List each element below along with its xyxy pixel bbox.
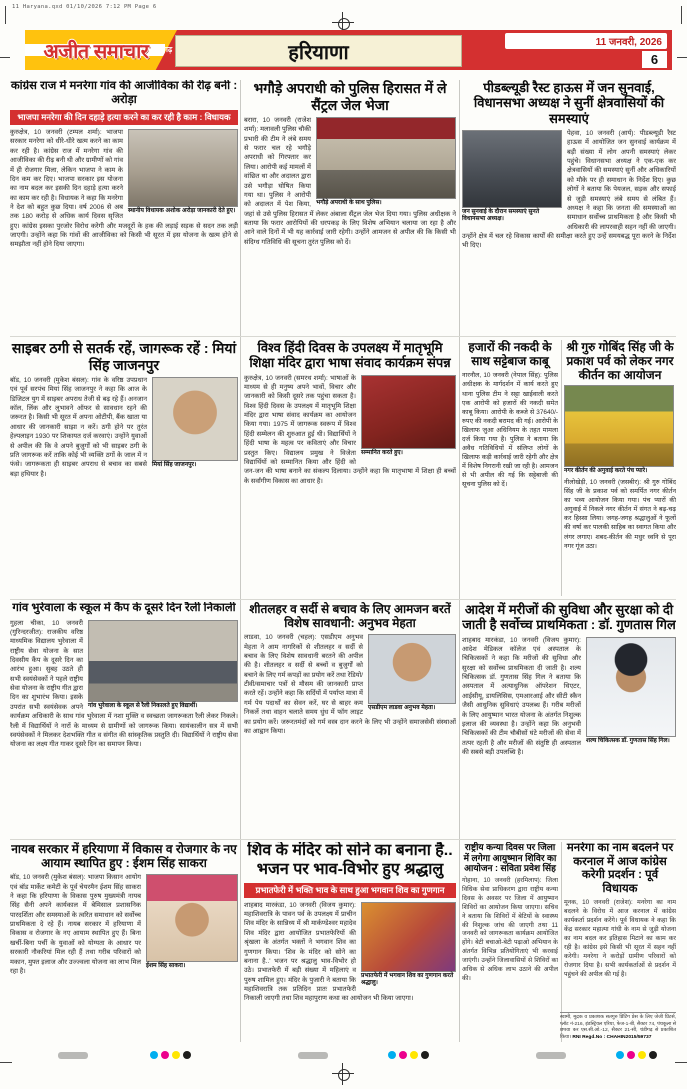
- article-nagar-kirtan: [564, 340, 676, 596]
- photo-police-with-accused: [316, 117, 456, 199]
- trim-mark: [0, 1062, 12, 1063]
- article-nagar-kirtan-body: नीलोखेड़ी, 10 जनवरी (जसबीर): श्री गुरु गोबिंद सिंह जी के प्रकाश पर्व को समर्पित नगर कीर्तन का भव्य आयोजन किया गया। पंच प्यारों की अगुवाई में निकले नगर कीर्तन में संगत ने बढ़-चढ़ कर हिस्सा लिया। जगह-जगह श्रद्धालुओं ने फूलों की वर्षा कर पालकी साहिब का स्वागत किया और लंगर लगाए। शबद-कीर्तन की मधुर ध्वनि से पूरा नगर गूंज उठा।: [564, 478, 676, 550]
- article-rally-photo-block: [88, 620, 238, 711]
- article-sheetlahar: [244, 602, 456, 836]
- photo-caption: शल्य चिकित्सक डॉ. गुणतास सिंह गिल।: [586, 737, 670, 744]
- article-mnrega: [10, 80, 238, 334]
- article-nayab-headline: नायब सरकार में हरियाणा में विकास व रोजगार के नए आयाम स्थापित हुए : ईशम सिंह साकरा: [11, 842, 237, 871]
- article-jail-headline: भगौड़े अपराधी को पुलिस हिरासत में ले सैंट्रल जेल भेजा: [253, 80, 447, 113]
- column-rule: [561, 340, 562, 596]
- photo-caption: प्रभातफेरी में भगवान शिव का गुणगान करते श्रद्धालु।: [361, 972, 454, 987]
- article-ayushman-body: गोहाना, 10 जनवरी (हरमिलाप): जिला विधिक सेवा प्राधिकरण द्वारा राष्ट्रीय कन्या दिवस के अवसर पर जिला में आयुष्मान शिविरों का आयोजन किया जाएगा। सचिव ने बताया कि शिविरों में बेटियों के स्वास्थ्य की निशुल्क जांच की जाएगी तथा 11 जनवरी को जागरूकता कार्यक्रम आयोजित होंगे। बेटी बचाओ-बेटी पढ़ाओ अभियान के अंतर्गत विभिन्न प्रतियोगिताएं भी करवाई जाएंगी। उन्होंने जिलावासियों से शिविरों का अधिक से अधिक लाभ उठाने की अपील की।: [462, 876, 558, 983]
- photo-caption: भगौड़े अपराधी के साथ पुलिस।: [316, 200, 382, 207]
- article-mnrega-headline: कांग्रेस राज में मनरेगा गांव की आजीविका की रीढ़ बनी : अरोड़ा: [10, 80, 238, 106]
- rni-number: RNI Regd.No : CHAHIN2015/59737: [572, 1034, 652, 1040]
- portrait-isham-singh-sakra: [146, 874, 238, 962]
- article-sheetlahar-headline: शीतलहर व सर्दी से बचाव के लिए आमजन बरतें विशेष सावधानी: अनुभव मेहता: [249, 602, 451, 631]
- photo-nagar-kirtan: [564, 385, 674, 467]
- portrait-dr-guntas-gill: [586, 637, 676, 737]
- photo-caption: स्थानीय विधायक अशोक अरोड़ा जानकारी देते हुए।: [128, 208, 236, 215]
- article-ayushman-headline: राष्ट्रीय कन्या दिवस पर जिला में लगेगा आयुष्मान शिविर का आयोजन : सविता प्रवेश सिंह: [463, 842, 557, 874]
- registration-crosshair-icon: [335, 15, 351, 31]
- article-nayab-body: बॉड, 10 जनवरी (मुकेश बंसल): भाजपा किसान आयोग एवं बॉड मार्केट कमेटी के पूर्व चेयरमैन ईशम सिंह साकरा ने कहा कि हरियाणा के विकास पुरुष मुख्यमंत्री नायब सिंह सैनी अपने कार्यकाल में बेमिसाल प्रशासनिक पारदर्शिता और समस्याओं के त्वरित समाधान को सर्वोच्च प्राथमिकता दे रहे हैं। नायब सरकार में हरियाणा में विकास व रोजगार के नए आयाम स्थापित हुए हैं। बिना खर्ची-बिना पर्ची के युवाओं को योग्यता के आधार पर सरकारी नौकरियां मिल रही हैं तथा गरीब परिवारों को मकान, मुफ्त इलाज और उज्ज्वला योजना का लाभ मिल रहा है।: [10, 874, 141, 975]
- article-pwd-body: पेहवा, 10 जनवरी (आर्य): पीडब्ल्यूडी रैस्ट हाऊस में आयोजित जन सुनवाई कार्यक्रम में बड़ी संख्या में लोग अपनी समस्याएं लेकर पहुंचे। विधानसभा अध्यक्ष ने एक-एक कर क्षेत्रवासियों की समस्याएं सुनीं और अधिकारियों को मौके पर ही समाधान के निर्देश दिए। कुछ लोगों ने बताया कि पेयजल, सड़क और सफाई से जुड़ी समस्याएं लंबे समय से लंबित हैं। अध्यक्ष ने कहा कि जनता की समस्याओं का समाधान सर्वोच्च प्राथमिकता है और किसी भी अधिकारी की लापरवाही सहन नहीं की जाएगी। उन्होंने क्षेत्र में चल रहे विकास कार्यों की समीक्षा करते हुए उन्हें समयबद्ध पूरा करने के निर्देश भी दिए।: [462, 129, 676, 250]
- gray-calibration-bar: [298, 1052, 328, 1059]
- article-hindi-diwas-headline: विश्व हिंदी दिवस के उपलक्ष्य में मातृभूमि शिक्षा मंदिर द्वारा भाषा संवाद कार्यक्रम संपन्न: [249, 340, 451, 371]
- cmyk-color-bar: [388, 1051, 429, 1059]
- article-hindi-diwas: [244, 340, 456, 596]
- article-manrega-protest-headline: मनरेगा का नाम बदलने पर करनाल में आज कांग्रेस करेगी प्रदर्शन : पूर्व विधायक: [566, 842, 674, 895]
- article-shiv-subhead: प्रभातफेरी में भक्ति भाव के साथ हुआ भगवान शिव का गुणगान: [244, 883, 456, 898]
- article-adesh-photo-block: [586, 637, 676, 746]
- portrait-miyan-singh: [152, 377, 238, 461]
- trim-mark: [677, 57, 687, 58]
- article-cyber: [10, 340, 238, 596]
- article-manrega-protest-body: मूनक, 10 जनवरी (राजेश): मनरेगा का नाम बदलने के विरोध में आज करनाल में कांग्रेस कार्यकर्ता प्रदर्शन करेंगे। पूर्व विधायक ने कहा कि केंद्र सरकार महात्मा गांधी के नाम से जुड़ी योजना का नाम बदल कर इतिहास मिटाने का काम कर रही है। कांग्रेस इसे किसी भी सूरत में सहन नहीं करेगी। मनरेगा ने करोड़ों ग्रामीण परिवारों को रोजगार दिया है। सभी कार्यकर्ताओं से प्रदर्शन में पहुंचने की अपील की गई है।: [564, 899, 676, 978]
- article-nayab: [10, 842, 238, 1042]
- article-manrega-protest: [564, 842, 676, 1008]
- photo-caption: गांव भुरेवाला के स्कूल से रैली निकालते हुए विद्यार्थी।: [88, 702, 198, 709]
- article-mnrega-subhead: भाजपा मनरेगा की दिन दहाड़े हत्या करने का कर रही है काम : विधायक: [10, 110, 238, 125]
- article-cyber-photo-block: [152, 377, 238, 470]
- article-ayushman: [462, 842, 558, 1042]
- print-slug: 11 Haryana.qxd 01/10/2026 7:12 PM Page 6: [12, 4, 157, 10]
- article-mnrega-body: कुरुक्षेत्र, 10 जनवरी (टम्पल शर्मा): भाजपा सरकार मनरेगा को धीरे-धीरे खत्म करने का काम कर रही है। कांग्रेस राज में मनरेगा गांव की आजीविका की रीढ़ बनी थी और ग्रामीणों को गांव में ही रोजगार मिला, लेकिन भाजपा ने काम के दिन कम कर दिए। भाजपा सरकार इस योजना का नाम बदल कर इसकी दिन दहाड़े हत्या करने का काम कर रही है। विधायक ने कहा कि मनरेगा ने देश को बहुत कुछ दिया। वर्ष 2006 से अब तक 180 करोड़ से अधिक कार्य दिवस सृजित हुए। कांग्रेस इसका पुरजोर विरोध करेगी और मजदूरों के हक की लड़ाई सड़क से सदन तक लड़ी जाएगी। उन्होंने कहा कि गांवों की आजीविका को किसी भी सूरत में इस योजना के खत्म होने से समझौता नहीं होने दिया जाएगा।: [10, 129, 238, 249]
- row-rule: [10, 839, 676, 840]
- article-cyber-headline: साइबर ठगी से सतर्क रहें, जागरूक रहें : मियां सिंह जाजनपुर: [11, 340, 237, 373]
- article-shiv: [244, 842, 456, 1042]
- article-pwd-photo-block: [462, 130, 562, 224]
- trim-mark: [681, 6, 682, 24]
- masthead: [25, 30, 672, 70]
- cmyk-color-bar: [616, 1051, 657, 1059]
- article-pwd: [462, 80, 676, 334]
- article-shiv-photo-block: [361, 902, 456, 988]
- row-rule: [10, 336, 676, 337]
- article-sattebaj-body: नारनौल, 10 जनवरी (नेपाल सिंह): पुलिस अधीक्षक के मार्गदर्शन में कार्य करते हुए थाना पुलिस टीम ने सट्टा खाईवाली करते एक आरोपी को हजारों की नकदी समेत काबू किया। आरोपी के कब्जे से 37640/- रुपए की नकदी बरामद की गई। आरोपी के खिलाफ जुआ अधिनियम के तहत मामला दर्ज किया गया है। पुलिस ने बताया कि अवैध गतिविधियों में संलिप्त लोगों के खिलाफ कड़ी कार्रवाई जारी रहेगी और क्षेत्र में विशेष निगरानी रखी जा रही है। आमजन से भी अपील की गई कि सट्टेबाजी की सूचना पुलिस को दें।: [462, 372, 558, 489]
- article-rally-body: गुहला चीका, 10 जनवरी (गुरिन्दरजीत): राजकीय वरिष्ठ माध्यमिक विद्यालय भुरेवाला में राष्ट्रीय सेवा योजना के सात दिवसीय कैंप के दूसरे दिन का आरंभ हुआ। सुबह उठते ही सभी स्वयंसेवकों ने पहले राष्ट्रीय सेवा योजना के राष्ट्रीय गीत द्वारा दिन का शुभारंभ किया। इसके उपरांत सभी स्वयंसेवक अपने कार्यक्रम अधिकारी के साथ गांव भुरेवाला में नशा मुक्ति व स्वच्छता जागरूकता रैली लेकर निकले। रैली में विद्यार्थियों ने नारों के माध्यम से ग्रामीणों को जागरूक किया। सायंकालीन सत्र में सभी स्वयंसेवकों ने मिलकर देशभक्ति गीत व संगीत की सांस्कृतिक प्रस्तुति दी। विद्यार्थियों ने राष्ट्रीय सेवा योजना का लक्ष्य गीत गाकर दूसरे दिन का समापन किया।: [10, 619, 238, 749]
- article-jail-photo-block: [316, 117, 456, 208]
- article-nagar-kirtan-headline: श्री गुरु गोबिंद सिंह जी के प्रकाश पर्व को लेकर नगर कीर्तन का आयोजन: [566, 340, 674, 383]
- article-nayab-photo-block: [146, 874, 238, 971]
- article-jail-body: बरारा, 10 जनवरी (राजेश शर्मा): मलावली पुलिस चौकी प्रभारी की टीम ने लंबे समय से फरार चल रहे भगौड़े अपराधी को गिरफ्तार कर लिया। आरोपी कई मामलों में वांछित था और अदालत द्वारा उसे भगौड़ा घोषित किया गया था। पुलिस ने आरोपी को अदालत में पेश किया, जहां से उसे पुलिस हिरासत में लेकर अंबाला सैंट्रल जेल भेज दिया गया। पुलिस अधीक्षक ने बताया कि फरार आरोपियों की धरपकड़ के लिए विशेष अभियान चलाया जा रहा है और आने वाले दिनों में भी यह कार्रवाई जारी रहेगी। उन्होंने आमजन से अपील की कि किसी भी संदिग्ध गतिविधि की सूचना तुरंत पुलिस को दें।: [244, 117, 456, 246]
- row-rule: [10, 599, 676, 600]
- article-hindi-diwas-body: कुरुक्षेत्र, 10 जनवरी (समरथ शर्मा): भाषाओं के माध्यम से ही मनुष्य अपने भावों, विचार और जानकारी को किसी दूसरे तक पहुंचा सकता है। विश्व हिंदी दिवस के उपलक्ष्य में मातृभूमि शिक्षा मंदिर द्वारा भाषा संवाद कार्यक्रम का आयोजन किया गया। 1975 में जागरूक स्वरूप में विश्व हिंदी सम्मेलन की शुरुआत हुई थी। विद्यार्थियों ने हिंदी भाषा के महत्व पर कविताएं और विचार प्रस्तुत किए। विद्यालय प्रमुख ने विजेता विद्यार्थियों को सम्मानित किया और हिंदी को जन-जन की भाषा बनाने का संकल्प दिलाया। उन्होंने कहा कि मातृभाषा में शिक्षा ही बच्चों के सर्वांगीण विकास का आधार है।: [244, 374, 456, 485]
- issue-date: 11 जनवरी, 2026: [505, 33, 667, 49]
- article-shiv-headline: शिव के मंदिर को सोने का बनाना है.. भजन पर भाव-विभोर हुए श्रद्धालु: [247, 842, 453, 878]
- trim-mark: [675, 1062, 687, 1063]
- imprint: [560, 1012, 676, 1049]
- article-cyber-body: बॉड, 10 जनवरी (मुकेश बंसल): गांव के वरिष्ठ उपप्रधान एवं पूर्व सरपंच मियां सिंह जाजनपुर ने कहा कि आज के डिजिटल युग में साइबर अपराध तेजी से बढ़ रहे हैं। अनजान कॉल, लिंक और लुभावने ऑफर से सावधान रहने की जरूरत है। किसी भी सूरत में अपना ओटीपी, बैंक खाता या आधार की जानकारी साझा न करें। ठगी होने पर तुरंत हेल्पलाइन 1930 पर शिकायत दर्ज करवाएं। उन्होंने युवाओं से अपील की कि वे अपने बुजुर्गों को भी साइबर ठगी के प्रति जागरूक करें ताकि कोई भी व्यक्ति ठगों के जाल में न फंसे। जागरूकता ही साइबर अपराध से बचाव का सबसे बड़ा हथियार है।: [10, 377, 147, 478]
- photo-caption: एसडीएम लाडवा अनुभव मेहता।: [368, 705, 436, 712]
- article-jail: [244, 80, 456, 334]
- trim-mark: [0, 57, 10, 58]
- photo-hindi-diwas-event: [361, 375, 456, 449]
- article-shiv-body: शाहबाद मारकंडा, 10 जनवरी (विजय कुमार): महाशिवरात्रि के पावन पर्व के उपलक्ष्य में प्राचीन शिव मंदिर के सान्निध्य में श्री मार्कण्डेश्वर महादेव शिव मंदिर द्वारा आयोजित प्रभातफेरियों की श्रृंखला के अंतर्गत भक्तों ने भगवान शिव का गुणगान किया। 'शिव के मंदिर को सोने का बनाना है..' भजन पर श्रद्धालु भाव-विभोर हो उठे। प्रभातफेरी में बड़ी संख्या में महिलाएं व पुरुष शामिल हुए। मंदिर के पुजारी ने बताया कि महाशिवरात्रि तक प्रतिदिन प्रातः प्रभातफेरी निकाली जाएगी तथा शिव महापुराण कथा का आयोजन भी किया जाएगा।: [244, 901, 414, 1003]
- article-sattebaj-headline: हजारों की नकदी के साथ सट्टेबाज काबू: [468, 340, 552, 369]
- article-adesh-headline: आदेश में मरीजों की सुविधा और सुरक्षा को दी जाती है सर्वोच्च प्राथमिकता : डॉ. गुणतास गिल: [462, 602, 676, 633]
- article-adesh-body: शाहबाद मारकंडा, 10 जनवरी (विजय कुमार): आदेश मेडिकल कॉलेज एवं अस्पताल के चिकित्सकों ने कहा कि मरीजों की सुविधा और सुरक्षा को सर्वोच्च प्राथमिकता दी जाती है। शल्य चिकित्सक डॉ. गुणतास सिंह गिल ने बताया कि अस्पताल में अत्याधुनिक ऑपरेशन थिएटर, आईसीयू, डायलिसिस, एमआरआई और सीटी स्कैन जैसी आधुनिक सुविधाएं उपलब्ध हैं। गरीब मरीजों के लिए आयुष्मान भारत योजना के अंतर्गत निशुल्क इलाज की व्यवस्था है। उन्होंने कहा कि अनुभवी चिकित्सकों की टीम चौबीसों घंटे मरीजों की सेवा में तत्पर रहती है और मरीजों की संतुष्टि ही अस्पताल की सबसे बड़ी उपलब्धि है।: [462, 636, 581, 756]
- cmyk-color-bar: [150, 1051, 191, 1059]
- portrait-anubhav-mehta: [368, 634, 456, 704]
- imprint-text: स्वामी, मुद्रक व प्रकाशक सतगुरु प्रिंटिंग प्रेस के लिए जेजी प्रिंटर्स, प्लॉट नं-216, इंडस्ट्रियल एरिया, फेज-1-बी, सैक्टर 74, पंचकूला से छपवा कर एस.सी.ओ.-12, सैक्टर 21-सी, चंडीगढ़ से प्रकाशित किया।: [560, 1015, 676, 1040]
- photo-press-conference: [128, 129, 238, 207]
- article-sheetlahar-body: लाडवा, 10 जनवरी (चहल): एसडीएम अनुभव मेहता ने आम नागरिकों से शीतलहर व सर्दी से बचाव के लिए विशेष सावधानी बरतने की अपील की है। शीतलहर व सर्दी से बच्चों व बुजुर्गों को बचाने के लिए गर्म कपड़ों का प्रयोग करें तथा रेडियो/टीवी/समाचार पत्रों से मौसम की जानकारी प्राप्त करते रहें। उन्होंने कहा कि सर्दियों में पर्याप्त मात्रा में गर्म पेय पदार्थों का सेवन करें, घर से बाहर कम निकलें तथा वाहन चलाते समय धुंध में फॉग लाइट का प्रयोग करें। जरूरतमंदों को गर्म वस्त्र दान करने के लिए भी उन्होंने समाजसेवी संस्थाओं का आह्वान किया।: [244, 634, 456, 735]
- paper-logo: अजीत समाचार: [43, 41, 149, 63]
- article-mnrega-photo-block: [128, 129, 238, 216]
- photo-caption: नगर कीर्तन की अगुवाई करते पंच प्यारे।: [564, 468, 648, 475]
- page-number: 6: [642, 51, 667, 68]
- photo-caption: सम्मानित करते हुए।: [361, 449, 403, 456]
- gray-calibration-bar: [536, 1052, 566, 1059]
- article-rally: [10, 602, 238, 836]
- photo-school-rally: [88, 620, 238, 702]
- trim-mark: [5, 6, 6, 24]
- article-adesh: [462, 602, 676, 836]
- photo-caption: जन सुनवाई के दौरान समस्याएं सुनते विधानसभा अध्यक्ष।: [462, 208, 540, 223]
- article-rally-headline: गांव भुरेवाला के स्कूल में कैंप के दूसरे दिन रैली निकाली: [12, 602, 236, 614]
- article-hindi-diwas-photo-block: [361, 375, 456, 458]
- column-rule: [240, 80, 241, 1042]
- section-title: हरियाणा: [175, 35, 462, 67]
- edition-label: चंडीगढ़: [153, 45, 173, 54]
- article-pwd-headline: पीडब्ल्यूडी रैस्ट हाऊस में जन सुनवाई, विधानसभा अध्यक्ष ने सुनीं क्षेत्रवासियों की समस्याएं: [473, 80, 665, 126]
- gray-calibration-bar: [58, 1052, 88, 1059]
- registration-crosshair-icon: [335, 1066, 351, 1082]
- article-sheetlahar-photo-block: [368, 634, 456, 713]
- article-sattebaj: [462, 340, 558, 596]
- photo-caption: ईशम सिंह साकरा।: [146, 963, 186, 970]
- column-rule: [459, 80, 460, 1042]
- photo-prabhatferi: [361, 902, 456, 972]
- photo-jan-sunwai: [462, 130, 562, 208]
- photo-caption: मियां सिंह जाजनपुर।: [152, 462, 197, 469]
